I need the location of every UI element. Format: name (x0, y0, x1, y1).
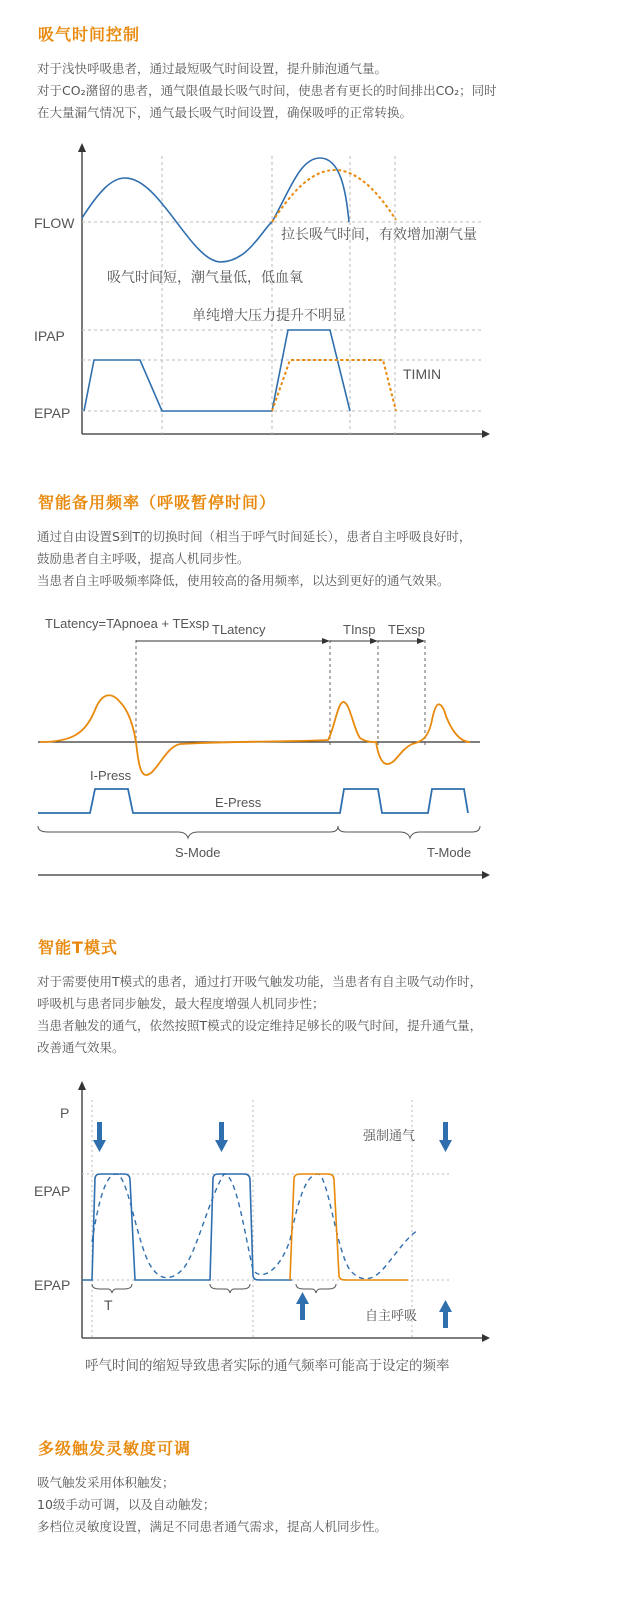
brace-s-mode (38, 826, 338, 838)
arrow-head (322, 638, 330, 644)
text-line: 多档位灵敏度设置，满足不同患者通气需求，提高人机同步性。 (37, 1519, 388, 1534)
label-tinsp: TInsp (343, 622, 376, 637)
label-s-mode: S-Mode (175, 845, 221, 860)
label-i-press: I-Press (90, 768, 132, 783)
annotation-longer-inspiration: 拉长吸气时间，有效增加潮气量 (281, 227, 477, 243)
section-title-backup-rate: 智能备用频率（呼吸暂停时间） (38, 493, 277, 512)
diagram-smart-t-mode (0, 1070, 624, 1390)
arrow-down-icon (97, 1122, 102, 1142)
section-text-trigger-sensitivity (37, 1472, 557, 1538)
label-p: P (60, 1105, 70, 1121)
arrow-up-icon (300, 1302, 305, 1320)
y-axis-arrow (78, 143, 86, 152)
arrow-down-icon (443, 1122, 448, 1142)
label-t-mode: T-Mode (427, 845, 472, 860)
label-timin: TIMIN (403, 366, 442, 382)
label-texsp: TExsp (388, 622, 425, 637)
section-text-smart-t-mode (37, 971, 557, 1059)
x-axis-arrow (482, 1334, 490, 1342)
label-spontaneous-breathing: 自主呼吸 (365, 1309, 418, 1324)
diagram-inspiration-time (0, 0, 624, 460)
y-axis-arrow (78, 1081, 86, 1090)
text-line: 在大量漏气情况下，通气最长吸气时间设置，确保吸呼的正常转换。 (37, 105, 413, 120)
flow-wave-blue (82, 158, 349, 262)
annotation-pressure-increase: 单纯增大压力提升不明显 (192, 308, 346, 324)
text-line: 鼓励患者自主呼吸，提高人机同步性。 (37, 551, 250, 566)
arrow-up-icon (443, 1310, 448, 1328)
time-axis-arrow (482, 871, 490, 879)
label-forced-ventilation: 强制通气 (363, 1129, 416, 1144)
label-ipap: IPAP (34, 328, 65, 344)
pressure-wave-orange (272, 360, 396, 411)
text-line: 当患者自主呼吸频率降低，使用较高的备用频率，以达到更好的通气效果。 (37, 573, 450, 588)
label-e-press: E-Press (215, 795, 262, 810)
arrow-down-icon (93, 1140, 106, 1152)
text-line: 当患者触发的通气，依然按照T模式的设定维持足够长的吸气时间，提升通气量， (37, 1018, 483, 1033)
diagram-backup-rate (0, 600, 624, 890)
text-line: 10级手动可调，以及自动触发； (37, 1497, 216, 1512)
arrow-down-icon (439, 1140, 452, 1152)
brace-t-mode (338, 826, 480, 838)
pressure-wave-triggered (290, 1174, 408, 1280)
section-title-trigger-sensitivity: 多级触发灵敏度可调 (38, 1439, 192, 1458)
label-epap-top: EPAP (34, 1183, 71, 1199)
patient-flow-wave (40, 695, 470, 775)
arrow-down-icon (219, 1122, 224, 1142)
label-latency-formula: TLatency=TApnoea + TExsp (45, 616, 210, 631)
arrow-down-icon (215, 1140, 228, 1152)
arrow-head (417, 638, 425, 644)
section-title-inspiration-time: 吸气时间控制 (38, 25, 141, 44)
section-title-smart-t-mode: 智能T模式 (38, 938, 118, 957)
flow-wave-orange-extended (272, 170, 396, 222)
text-line: 对于CO₂潴留的患者，通气限值最长吸气时间，使患者有更长的时间排出CO₂；同时 (37, 83, 497, 98)
label-epap-bottom: EPAP (34, 1277, 71, 1293)
text-line: 对于浅快呼吸患者，通过最短吸气时间设置，提升肺泡通气量。 (37, 61, 388, 76)
annotation-short-inspiration: 吸气时间短，潮气量低，低血氧 (107, 270, 303, 286)
patient-effort-wave (92, 1174, 418, 1279)
text-line: 吸气触发采用体积触发； (37, 1475, 175, 1490)
label-t: T (104, 1297, 113, 1313)
label-flow: FLOW (34, 215, 75, 231)
text-line: 呼吸机与患者同步触发，最大程度增强人机同步性； (37, 996, 325, 1011)
x-axis-arrow (482, 430, 490, 438)
section-text-backup-rate (37, 526, 557, 592)
brace-t (296, 1284, 336, 1293)
pressure-wave-blue (84, 330, 350, 411)
diagram-caption: 呼气时间的缩短导致患者实际的通气频率可能高于设定的频率 (85, 1358, 450, 1374)
label-tlatency: TLatency (212, 622, 266, 637)
text-line: 通过自由设置S到T的切换时间（相当于呼气时间延长），患者自主呼吸良好时， (37, 529, 472, 544)
arrow-head (370, 638, 378, 644)
text-line: 改善通气效果。 (37, 1040, 125, 1055)
arrow-up-icon (296, 1292, 309, 1304)
brace-t (210, 1284, 250, 1293)
arrow-up-icon (439, 1300, 452, 1312)
label-epap: EPAP (34, 405, 71, 421)
text-line: 对于需要使用T模式的患者，通过打开吸气触发功能，当患者有自主吸气动作时， (37, 974, 483, 989)
brace-t (92, 1284, 132, 1293)
